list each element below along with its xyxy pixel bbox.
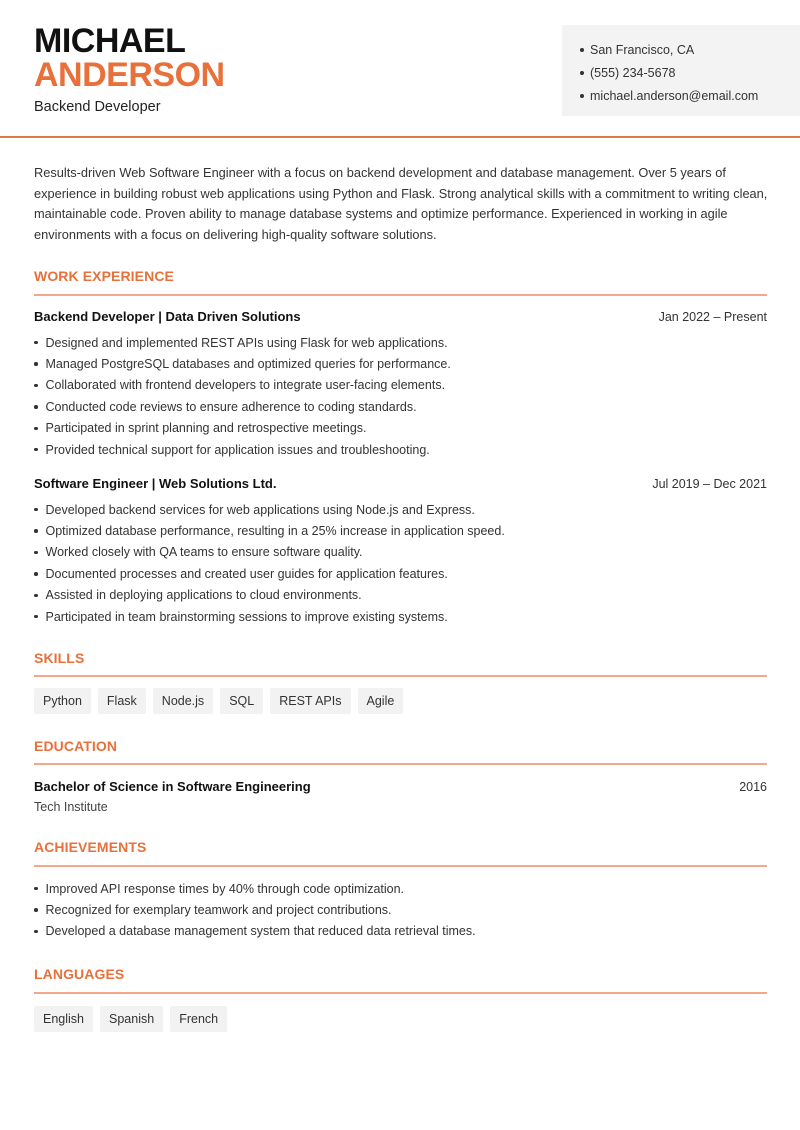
list-item [34, 332, 767, 353]
bullet-text: Managed PostgreSQL databases and optimized queries for performance. [45, 357, 451, 372]
section-title-languages: LANGUAGES [34, 966, 125, 982]
section-title-achievements: ACHIEVEMENTS [34, 839, 147, 855]
bullet-icon [580, 71, 584, 75]
language-tag: French [170, 1006, 227, 1032]
contact-box [562, 25, 800, 116]
section-divider [34, 763, 767, 765]
bullet-text: Participated in team brainstorming sessions to improve existing systems. [45, 609, 448, 624]
section-divider [34, 675, 767, 677]
list-item [34, 899, 767, 920]
resume-header [0, 0, 800, 138]
skills-tags [34, 688, 403, 714]
bullet-icon [34, 572, 38, 576]
section-title-work: WORK EXPERIENCE [34, 268, 174, 284]
first-name: MICHAEL [34, 22, 186, 60]
bullet-text: Designed and implemented REST APIs using Flask for web applications. [45, 335, 448, 350]
list-item [34, 520, 767, 541]
bullet-icon [34, 384, 38, 388]
education-header [34, 779, 767, 794]
skill-tag: Flask [98, 688, 146, 714]
bullet-text: Documented processes and created user guides for application features. [45, 566, 448, 581]
list-item [34, 542, 767, 563]
skill-tag: Node.js [153, 688, 213, 714]
bullet-icon [580, 94, 584, 98]
last-name: ANDERSON [34, 56, 225, 94]
job-role: Software Engineer | Web Solutions Ltd. [34, 476, 277, 491]
section-title-education: EDUCATION [34, 738, 118, 754]
list-item [34, 878, 767, 899]
list-item [34, 563, 767, 584]
language-tag: English [34, 1006, 93, 1032]
job-dates: Jul 2019 – Dec 2021 [652, 477, 767, 491]
list-item [34, 418, 767, 439]
bullet-icon [34, 362, 38, 366]
bullet-text: Developed backend services for web applications using Node.js and Express. [45, 502, 475, 517]
bullet-icon [34, 341, 38, 345]
bullet-icon [34, 551, 38, 555]
bullet-icon [580, 48, 584, 52]
contact-phone [580, 61, 800, 84]
bullet-icon [34, 529, 38, 533]
graduation-year: 2016 [739, 780, 767, 794]
bullet-icon [34, 930, 38, 934]
bullet-icon [34, 615, 38, 619]
bullet-text: Recognized for exemplary teamwork and project contributions. [45, 903, 392, 918]
contact-email[interactable] [580, 85, 800, 108]
bullet-icon [34, 448, 38, 452]
list-item [34, 396, 767, 417]
degree: Bachelor of Science in Software Engineering [34, 779, 311, 794]
skill-tag: SQL [220, 688, 263, 714]
achievement-bullets [34, 878, 767, 942]
bullet-text: Participated in sprint planning and retrospective meetings. [45, 421, 367, 436]
contact-location [580, 38, 800, 61]
language-tag: Spanish [100, 1006, 163, 1032]
skill-tag: Agile [358, 688, 404, 714]
bullet-icon [34, 887, 38, 891]
job-bullets [34, 499, 767, 627]
bullet-icon [34, 427, 38, 431]
list-item [34, 353, 767, 374]
job-title: Backend Developer [34, 99, 161, 115]
summary-paragraph: Results-driven Web Software Engineer with a focus on backend development and database management. Over 5 years of experience in building robust web applications using Python and Flask. Strong analytical skills with a commitment to writing clean, maintainable code. Proven ability to manage database systems and optimize performance. Experienced in working in agile environments with a focus on delivering high-quality software solutions. [34, 165, 768, 243]
email-link[interactable]: michael.anderson@email.com [590, 89, 759, 104]
phone-text: (555) 234-5678 [590, 65, 676, 80]
location-text: San Francisco, CA [590, 42, 695, 57]
job-dates: Jan 2022 – Present [658, 310, 767, 324]
skill-tag: REST APIs [270, 688, 350, 714]
skill-tag: Python [34, 688, 91, 714]
list-item [34, 499, 767, 520]
bullet-text: Conducted code reviews to ensure adherence to coding standards. [45, 399, 417, 414]
bullet-text: Optimized database performance, resulting in a 25% increase in application speed. [45, 524, 505, 539]
job-bullets [34, 332, 767, 460]
section-divider [34, 992, 767, 994]
bullet-icon [34, 508, 38, 512]
bullet-text: Assisted in deploying applications to cloud environments. [45, 588, 362, 603]
bullet-icon [34, 908, 38, 912]
list-item [34, 439, 767, 460]
section-title-skills: SKILLS [34, 650, 85, 666]
bullet-text: Improved API response times by 40% through code optimization. [45, 881, 405, 896]
list-item [34, 606, 767, 627]
bullet-text: Provided technical support for application issues and troubleshooting. [45, 442, 430, 457]
job-role: Backend Developer | Data Driven Solutions [34, 309, 301, 324]
bullet-text: Collaborated with frontend developers to integrate user-facing elements. [45, 378, 446, 393]
section-divider [34, 294, 767, 296]
list-item [34, 585, 767, 606]
bullet-icon [34, 594, 38, 598]
job-header [34, 476, 767, 491]
bullet-text: Developed a database management system that reduced data retrieval times. [45, 924, 476, 939]
bullet-text: Worked closely with QA teams to ensure software quality. [45, 545, 363, 560]
list-item [34, 921, 767, 942]
bullet-icon [34, 405, 38, 409]
job-header [34, 309, 767, 324]
section-divider [34, 865, 767, 867]
language-tags [34, 1006, 227, 1032]
school-name: Tech Institute [34, 800, 108, 814]
list-item [34, 375, 767, 396]
